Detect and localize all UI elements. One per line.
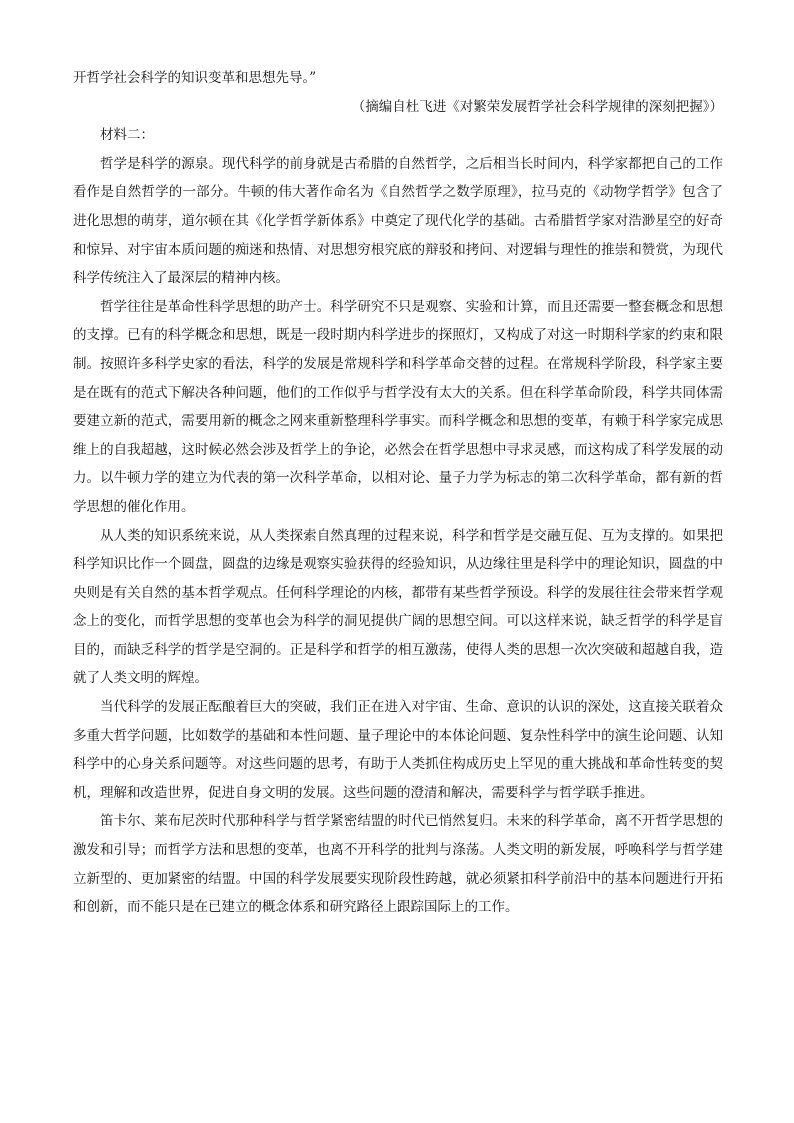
document-page bbox=[73, 64, 723, 922]
paragraph-5: 笛卡尔、莱布尼茨时代那种科学与哲学紧密结盟的时代已悄然复归。未来的科学革命，离不开哲学思想的激发和引导；而哲学方法和思想的变革，也离不开科学的批判与涤荡。人类文明的新发展，呼唤科学与哲学建立新型的、更加紧密的结盟。中国的科学发展要实现阶段性跨越，就必须紧扣科学前沿中的基本问题进行开拓和创新，而不能只是在已建立的概念体系和研究路径上跟踪国际上的工作。 bbox=[73, 813, 723, 916]
paragraph-2: 哲学往往是革命性科学思想的助产士。科学研究不只是观察、实验和计算，而且还需要一整套概念和思想的支撑。已有的科学概念和思想，既是一段时期内科学进步的探照灯，又构成了对这一时期科学家的约束和限制。按照许多科学史家的看法，科学的发展是常规科学和科学革命交替的过程。在常规科学阶段，科学家主要是在既有的范式下解决各种问题，他们的工作似乎与哲学没有太大的关系。但在科学革命阶段，科学共同体需要建立新的范式，需要用新的概念之网来重新整理科学事实。而科学概念和思想的变革，有赖于科学家完成思维上的自我超越，这时候必然会涉及哲学上的争论，必然会在哲学思想中寻求灵感，而这构成了科学发展的动力。以牛顿力学的建立为代表的第一次科学革命，以相对论、量子力学为标志的第二次科学革命，都有新的哲学思想的催化作用。 bbox=[73, 298, 723, 515]
lead-line: 开哲学社会科学的知识变革和思想先导。” bbox=[73, 70, 317, 86]
material-label: 材料二： bbox=[100, 127, 154, 144]
paragraph-1: 哲学是科学的源泉。现代科学的前身就是古希腊的自然哲学，之后相当长时间内，科学家都把自己的工作看作是自然哲学的一部分。牛顿的伟大著作命名为《自然哲学之数学原理》，拉马克的《动物学哲学》包含了进化思想的萌芽，道尔顿在其《化学哲学新体系》中奠定了现代化学的基础。古希腊哲学家对浩渺星空的好奇和惊异、对宇宙本质问题的痴迷和热情、对思想穷根究底的辩驳和拷问、对逻辑与理性的推崇和赞赏，为现代科学传统注入了最深层的精神内核。 bbox=[73, 155, 723, 287]
paragraph-4: 当代科学的发展正酝酿着巨大的突破，我们正在进入对宇宙、生命、意识的认识的深处，这直接关联着众多重大哲学问题，比如数学的基础和本性问题、量子理论中的本体论问题、复杂性科学中的演生论问题、认知科学中的心身关系问题等。对这些问题的思考，有助于人类抓住构成历史上罕见的重大挑战和革命性转变的契机，理解和改造世界，促进自身文明的发展。这些问题的澄清和解决，需要科学与哲学联手推进。 bbox=[73, 699, 723, 801]
paragraph-3: 从人类的知识系统来说，从人类探索自然真理的过程来说，科学和哲学是交融互促、互为支撑的。如果把科学知识比作一个圆盘，圆盘的边缘是观察实验获得的经验知识，从边缘往里是科学中的理论知识，圆盘的中央则是有关自然的基本哲学观点。任何科学理论的内核，都带有某些哲学预设。科学的发展往往会带来哲学观念上的变化，而哲学思想的变革也会为科学的洞见提供广阔的思想空间。可以这样来说，缺乏哲学的科学是盲目的，而缺乏科学的哲学是空洞的。正是科学和哲学的相互激荡，使得人类的思想一次次突破和超越自我，造就了人类文明的辉煌。 bbox=[73, 527, 723, 687]
source-citation: （摘编自杜飞进《对繁荣发展哲学社会科学规律的深刻把握》） bbox=[351, 98, 723, 115]
